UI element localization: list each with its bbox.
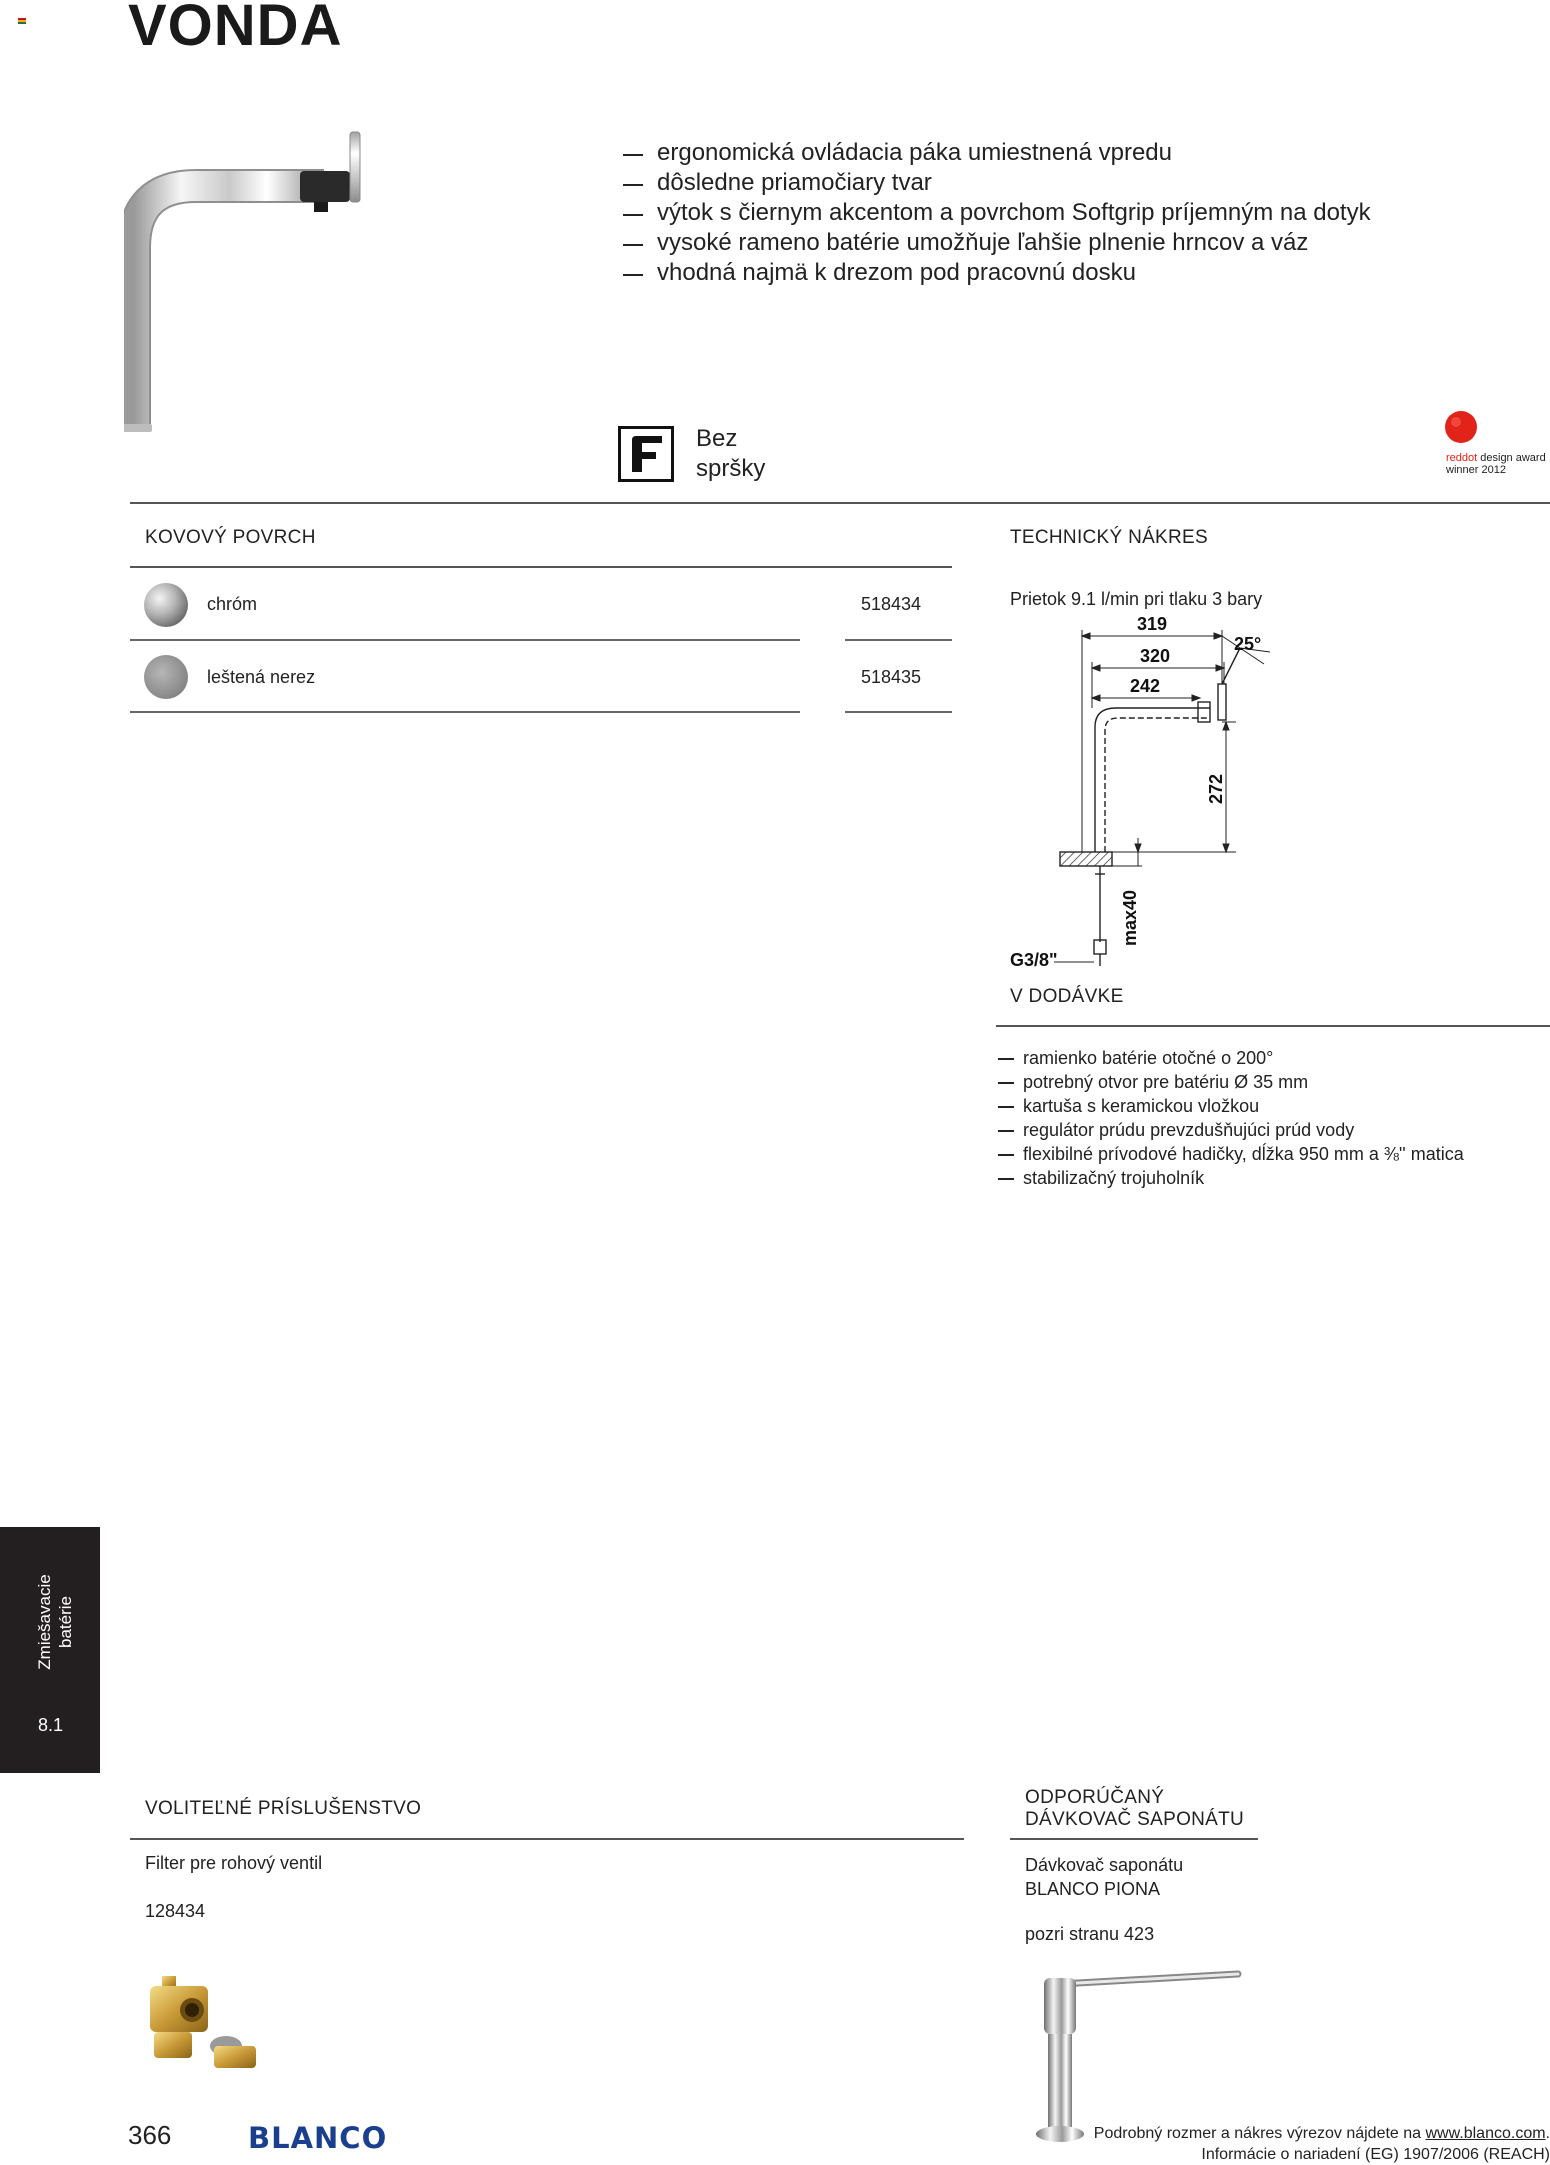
- feature-item: dôsledne priamočiary tvar: [618, 168, 1371, 198]
- accessories-heading: VOLITEĽNÉ PRÍSLUŠENSTVO: [145, 1798, 422, 1819]
- spray-label-line2: spršky: [696, 455, 766, 482]
- dispenser-heading: [1025, 1787, 1244, 1831]
- side-tab-section: 8.1: [38, 1715, 64, 1735]
- delivery-item: potrebný otvor pre batériu Ø 35 mm: [996, 1070, 1464, 1094]
- award-brand-rest: design award: [1477, 452, 1546, 464]
- feature-item: vhodná najmä k drezom pod pracovnú dosku: [618, 258, 1371, 288]
- delivery-heading: V DODÁVKE: [1010, 986, 1124, 1007]
- delivery-item: flexibilné prívodové hadičky, dĺžka 950 mm a ⅜'' matica: [996, 1142, 1464, 1166]
- footer-note-text: Podrobný rozmer a nákres výrezov nájdete na: [1093, 2125, 1426, 2142]
- finish-row-rule: [130, 711, 800, 713]
- angle-valve-filter-image: [144, 1966, 276, 2078]
- finish-code-rule: [845, 639, 952, 641]
- dim-319: 319: [1137, 614, 1168, 634]
- finish-code-steel: 518435: [861, 667, 922, 687]
- chrome-swatch-icon: [144, 583, 188, 627]
- soap-dispenser-image: [1018, 1964, 1242, 2152]
- delivery-item: kartuša s keramickou vložkou: [996, 1094, 1464, 1118]
- delivery-item: regulátor prúdu prevzdušňujúci prúd vody: [996, 1118, 1464, 1142]
- dim-272: 272: [1206, 773, 1226, 804]
- dim-242: 242: [1130, 676, 1161, 696]
- award-title: [1446, 452, 1546, 464]
- side-tab-line2: batérie: [56, 1596, 75, 1648]
- dim-angle: 25°: [1234, 634, 1262, 654]
- delivery-heading-rule: [996, 1025, 1550, 1027]
- vonda-faucet-image: [124, 128, 374, 440]
- accessory-name: Filter pre rohový ventil: [145, 1853, 323, 1873]
- language-flag-icon: [18, 18, 26, 24]
- finish-heading-rule: [130, 566, 952, 568]
- footer-note-line1: [1094, 2125, 1550, 2143]
- feature-item: výtok s čiernym akcentom a povrchom Softgrip príjemným na dotyk: [618, 198, 1371, 228]
- dispenser-name-line1: Dávkovač saponátu: [1025, 1855, 1184, 1875]
- award-subtitle: winner 2012: [1446, 464, 1506, 476]
- reddot-award-icon: [1444, 410, 1478, 444]
- award-brand-red: reddot: [1446, 452, 1478, 464]
- dim-320: 320: [1140, 646, 1171, 666]
- section-side-tab: [0, 1527, 100, 1773]
- dim-max40: max40: [1120, 889, 1140, 946]
- dispenser-name: [1025, 1853, 1183, 1901]
- feature-list: [618, 138, 1371, 288]
- dispenser-rule: [1010, 1838, 1258, 1840]
- accessory-code: 128434: [145, 1901, 206, 1921]
- finish-name-chrome: chróm: [207, 594, 258, 614]
- dispenser-page-ref: pozri stranu 423: [1025, 1924, 1155, 1944]
- footer-note-end: .: [1545, 2125, 1550, 2142]
- page-title: VONDA: [128, 0, 343, 58]
- blanco-logo: BLANCO: [248, 2121, 388, 2155]
- feature-item: ergonomická ovládacia páka umiestnená vpredu: [618, 138, 1371, 168]
- finish-code-rule: [845, 711, 952, 713]
- award-label: [1446, 452, 1546, 476]
- dispenser-heading-line1: ODPORÚČANÝ: [1025, 1787, 1165, 1808]
- delivery-item: stabilizačný trojuholník: [996, 1166, 1464, 1190]
- spray-label: [696, 424, 765, 484]
- technical-heading: TECHNICKÝ NÁKRES: [1010, 527, 1209, 548]
- side-tab-label: [34, 1567, 76, 1677]
- steel-swatch-icon: [144, 655, 188, 699]
- dim-thread: G3/8": [1010, 950, 1058, 970]
- dispenser-name-line2: BLANCO PIONA: [1025, 1879, 1161, 1899]
- delivery-list: [996, 1046, 1464, 1190]
- finish-heading: KOVOVÝ POVRCH: [145, 527, 316, 548]
- no-spray-icon: [618, 426, 674, 482]
- delivery-item: ramienko batérie otočné o 200°: [996, 1046, 1464, 1070]
- footer-note-line2: Informácie o nariadení (EG) 1907/2006 (REACH): [1201, 2146, 1550, 2163]
- finish-code-chrome: 518434: [861, 594, 922, 614]
- spray-label-line1: Bez: [696, 425, 738, 452]
- finish-row-rule: [130, 639, 800, 641]
- dispenser-heading-line2: DÁVKOVAČ SAPONÁTU: [1025, 1809, 1245, 1830]
- technical-drawing: [1000, 612, 1300, 982]
- blanco-website-link[interactable]: www.blanco.com: [1425, 2125, 1546, 2142]
- accessories-rule: [130, 1838, 964, 1840]
- flow-rate-text: Prietok 9.1 l/min pri tlaku 3 bary: [1010, 589, 1263, 609]
- finish-name-steel: leštená nerez: [207, 667, 316, 687]
- page-number: 366: [128, 2120, 172, 2150]
- side-tab-line1: Zmiešavacie: [35, 1574, 54, 1670]
- main-divider: [130, 502, 1550, 504]
- feature-item: vysoké rameno batérie umožňuje ľahšie plnenie hrncov a váz: [618, 228, 1371, 258]
